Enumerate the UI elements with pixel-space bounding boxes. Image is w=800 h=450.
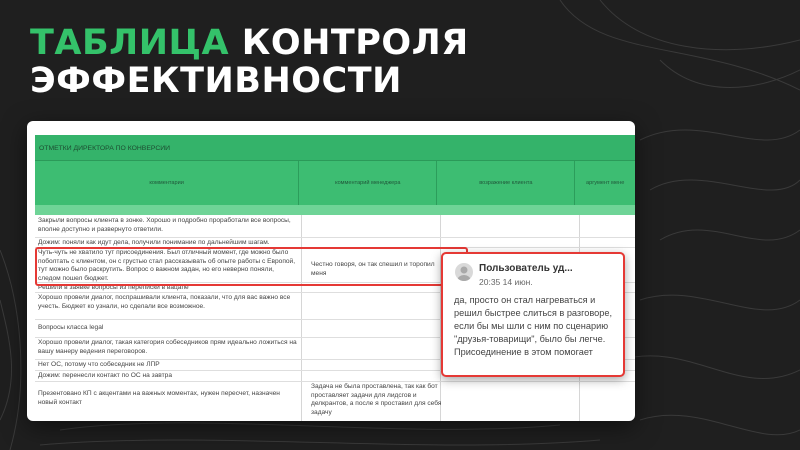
highlighted-row-frame <box>35 247 468 286</box>
cell-comment[interactable]: Чуть-чуть не хватило тут присоединения. Был отличный момент, где можно было поболтать с клиентом, он с грустью стал рассказывать об опыте работы с Европой, тут можно было раскрутить. Вопрос о важном задан, но его неверно поняли, следом пошел бюджет. <box>38 249 296 282</box>
page-headline <box>30 24 469 100</box>
headline-line-2: ЭФФЕКТИВНОСТИ <box>30 61 402 101</box>
cell-manager-comment[interactable]: Честно говоря, он так спешил и торопил меня <box>311 261 435 277</box>
headline-accent: ТАБЛИЦА <box>30 23 230 63</box>
column-header-comments[interactable]: комментарии <box>35 161 299 205</box>
cell-manager-comment[interactable]: Задача не была проставлена, так как бот проставляет задачи для лидсгов и делкрантов, а после я проставил для себя задачу <box>311 383 442 416</box>
headline-rest: КОНТРОЛЯ <box>229 23 469 63</box>
sheet-header-row <box>35 161 635 205</box>
cell-comment[interactable]: Вопросы класса legal <box>38 324 104 331</box>
cell-comment[interactable]: Закрыли вопросы клиента в зонке. Хорошо и подробно проработали все вопросы, вполне доступно и развернуто ответили. <box>38 217 291 233</box>
header-divider-bar <box>35 205 635 215</box>
cell-comment[interactable]: Нет ОС, потому что собеседник не ЛПР <box>38 361 160 368</box>
headline-line-1 <box>30 24 469 62</box>
column-header-client-objection[interactable]: возражение клиента <box>437 161 575 205</box>
comment-author: Пользователь уд... <box>479 263 573 274</box>
cell-comment[interactable]: Решили в заявке вопросы из переписки в вацапе <box>38 284 189 291</box>
cell-comment[interactable]: Презентовано КП с акцентами на важных моментах, нужен пересчет, назначен новый контакт <box>38 390 280 406</box>
comment-popup[interactable] <box>441 252 625 377</box>
cell-comment[interactable]: Дожим: поняли как идут дела, получили понимание по дальнейшим шагам. <box>38 239 270 246</box>
comment-timestamp: 20:35 14 июн. <box>479 277 533 287</box>
comment-text: да, просто он стал нагреваться и решил быстрее слиться в разговоре, если бы мы шли с ним по сценарию "друзья-товарищи", было бы легче. Присоединение в этом помогает <box>454 295 613 357</box>
column-header-manager-argument[interactable]: аргумент мене <box>586 180 625 186</box>
avatar <box>455 263 473 281</box>
cell-comment[interactable]: Хорошо провели диалог, поспрашивали клиента, показали, что для вас важно все учесть. Бюджет ко узнали, но сделали все возможное. <box>38 294 291 310</box>
cell-comment[interactable]: Дожим: перенесли контакт по ОС на завтра <box>38 372 172 379</box>
table-row[interactable] <box>35 381 635 421</box>
cell-comment[interactable]: Хорошо провели диалог, такая категория собеседников прям идеально ложиться на вашу манеру ведения переговоров. <box>38 339 297 355</box>
user-icon <box>455 263 473 281</box>
column-header-manager-comment[interactable]: комментарий менеджера <box>299 161 437 205</box>
table-row[interactable] <box>35 215 635 238</box>
sheet-title: ОТМЕТКИ ДИРЕКТОРА ПО КОНВЕРСИИ <box>35 135 635 161</box>
